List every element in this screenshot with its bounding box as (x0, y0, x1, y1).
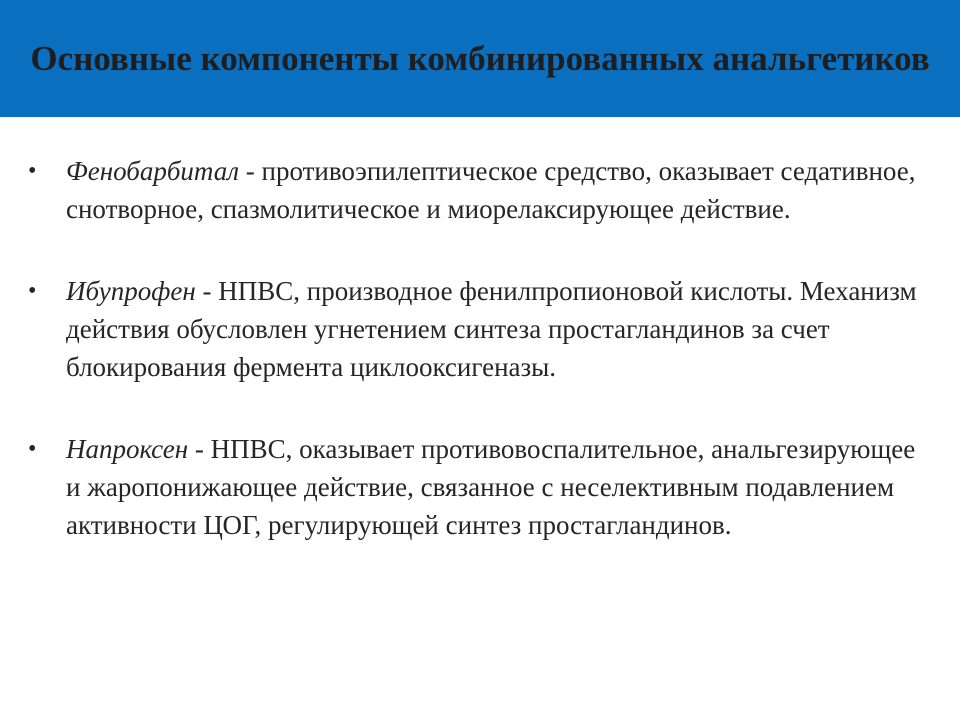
title-bar (0, 0, 960, 117)
bullet-item-ibuprofen (28, 272, 928, 386)
bullet-dot-icon: • (28, 436, 37, 462)
bullet-dot-icon: • (28, 158, 37, 184)
description-ibuprofen: - НПВС, производное фенилпропионовой кислоты. Механизм действия обусловлен угнетением синтеза простагландинов за счет блокирования фермента циклооксигеназы. (66, 276, 917, 382)
bullet-dot-icon: • (28, 278, 37, 304)
term-ibuprofen: Ибупрофен (66, 276, 196, 306)
description-naproxen: - НПВС, оказывает противовоспалительное, анальгезирующее и жаропонижающее действие, связанное с неселективным подавлением активности ЦОГ, регулирующей синтез простагландинов. (66, 434, 916, 540)
bullet-item-naproxen (28, 430, 928, 544)
bullet-item-phenobarbital (28, 152, 928, 228)
slide-title: Основные компоненты комбинированных анальгетиков (30, 39, 930, 78)
bullet-list (28, 152, 928, 588)
description-phenobarbital: - противоэпилептическое средство, оказывает седативное, снотворное, спазмолитическое и миорелаксирующее действие. (66, 156, 916, 224)
term-naproxen: Напроксен (66, 434, 189, 464)
term-phenobarbital: Фенобарбитал (66, 156, 239, 186)
